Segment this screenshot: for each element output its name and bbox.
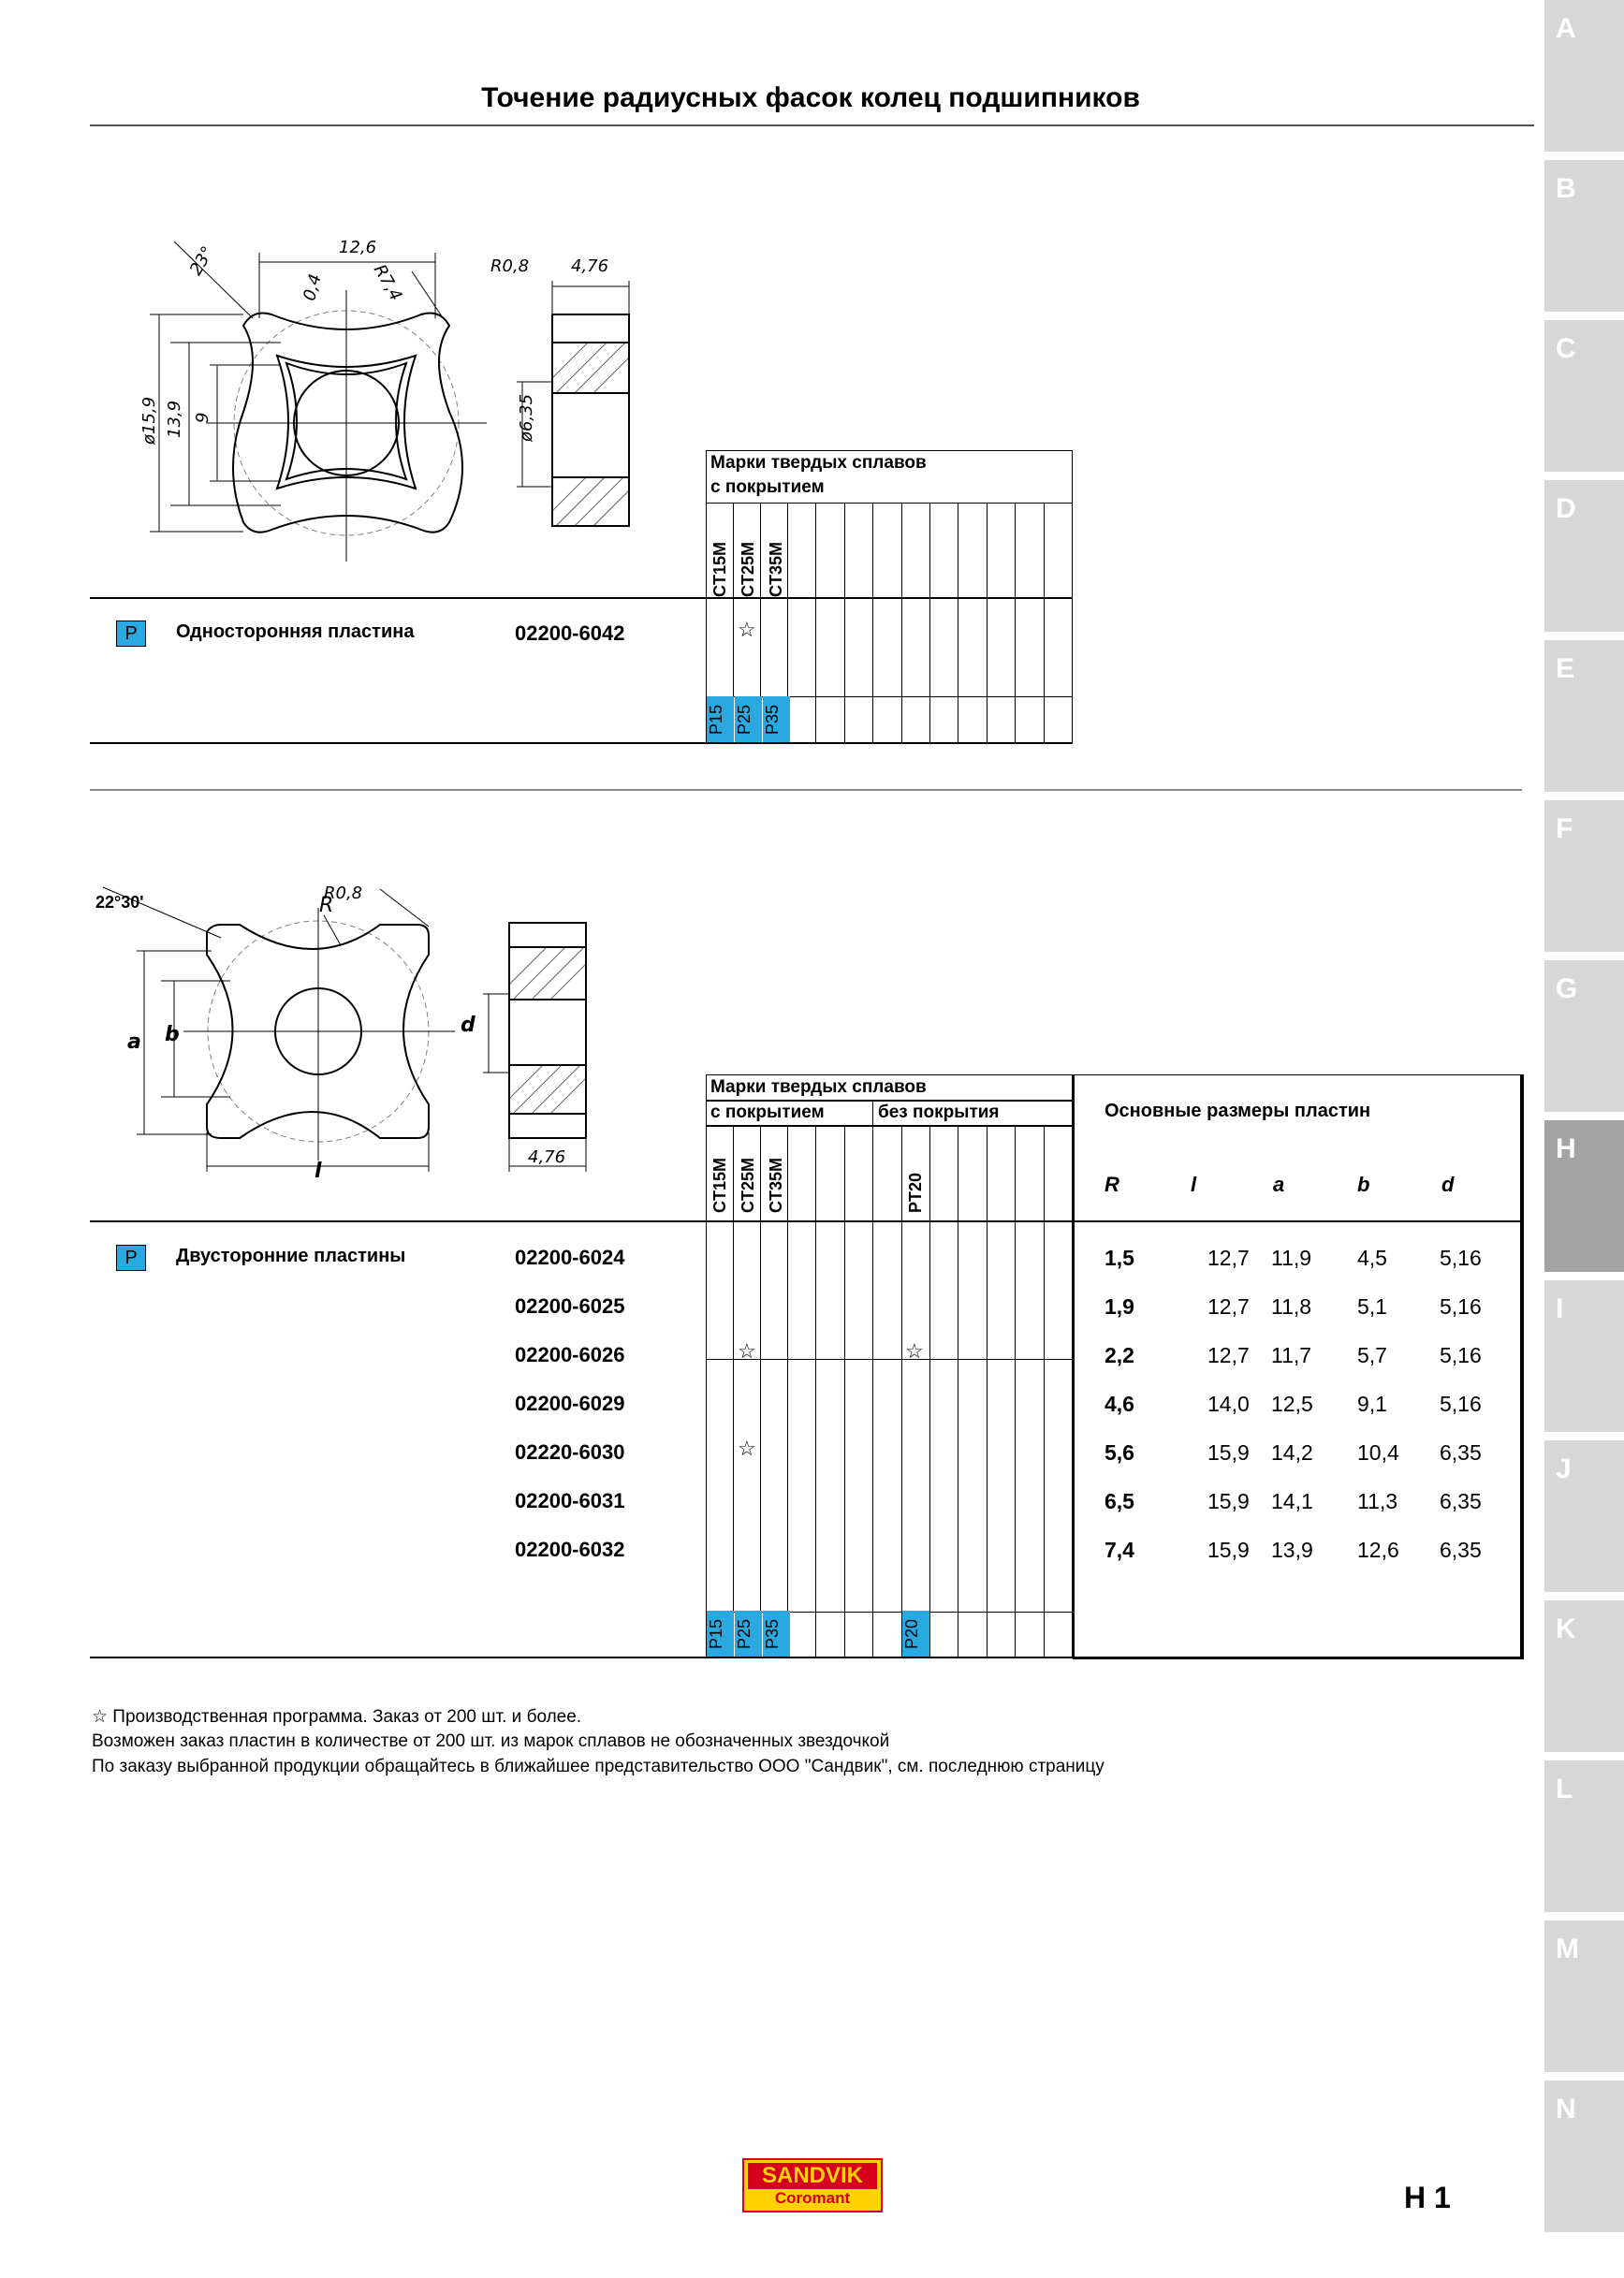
dim-r7-4: R7,4: [369, 261, 406, 305]
t2-cell-a: 14,1: [1271, 1489, 1313, 1513]
t1-iso-p15: P15: [707, 696, 734, 743]
t1-row-code: 02200-6042: [515, 621, 625, 645]
page-title: Точение радиусных фасок колец подшипников: [481, 82, 1140, 113]
dim-col-a: a: [1273, 1173, 1285, 1196]
t2-header-coated: с покрытием: [710, 1102, 825, 1122]
side-tab-label: A: [1556, 13, 1576, 44]
side-tab-k[interactable]: [1544, 1600, 1624, 1752]
t2-cell-a: 11,9: [1271, 1246, 1312, 1270]
t1-grade-ct25m: CT25M: [739, 541, 757, 597]
t2-grade-ct35m: CT35M: [767, 1157, 785, 1213]
side-tab-j[interactable]: [1544, 1440, 1624, 1592]
dim-angle-22-30: 22°30': [95, 893, 144, 912]
dim-r0-8: R0,8: [490, 256, 530, 276]
dim-col-d: d: [1441, 1173, 1455, 1196]
t2-cell-d: 5,16: [1440, 1343, 1482, 1367]
dim-4-76: 4,76: [571, 256, 609, 276]
t2-cell-l: 12,7: [1207, 1246, 1250, 1270]
t1-row-rule-top: [90, 597, 1073, 599]
side-tab-label: H: [1556, 1133, 1576, 1164]
side-tab-label: K: [1556, 1614, 1576, 1644]
side-tab-h[interactable]: [1544, 1120, 1624, 1272]
t2-cell-d: 5,16: [1440, 1392, 1482, 1416]
dim-b: b: [165, 1023, 180, 1046]
t2-cell-l: 15,9: [1207, 1538, 1250, 1562]
side-tab-label: E: [1556, 653, 1575, 684]
dim-width-12-6: 12,6: [339, 238, 377, 257]
t2-row-code: 02200-6024: [515, 1246, 625, 1269]
t2-iso-p35: P35: [763, 1611, 790, 1657]
t2-cell-l: 15,9: [1207, 1489, 1250, 1513]
dim-col-b: b: [1357, 1173, 1370, 1196]
side-tab-label: G: [1556, 973, 1578, 1004]
t2-cell-r: 2,2: [1105, 1343, 1134, 1367]
t2-row-rule-bottom: [90, 1657, 1522, 1658]
t2-cell-b: 10,4: [1357, 1440, 1399, 1465]
t2-row-rule-top: [90, 1220, 1522, 1222]
t2-star-ct25m: ☆: [738, 1339, 756, 1363]
t2-cell-a: 12,5: [1271, 1392, 1313, 1416]
side-tab-i[interactable]: [1544, 1280, 1624, 1432]
dim-4-76-b: 4,76: [528, 1147, 566, 1167]
t2-cell-l: 12,7: [1207, 1343, 1250, 1367]
title-rule: [90, 124, 1534, 126]
side-tab-g[interactable]: [1544, 960, 1624, 1112]
insert-drawing-single: [112, 225, 674, 580]
iso-p-badge-2: P: [116, 1245, 146, 1271]
dim-l: l: [315, 1160, 322, 1179]
t1-header-coated: с покрытием: [710, 477, 825, 497]
t2-row-code: 02200-6032: [515, 1538, 625, 1561]
t2-cell-a: 13,9: [1271, 1538, 1313, 1562]
dim-col-r: R: [1105, 1173, 1119, 1196]
t1-header-grades: Марки твердых сплавов: [710, 453, 927, 473]
page-number: H 1: [1404, 2181, 1451, 2214]
t2-row-code: 02200-6031: [515, 1489, 625, 1512]
side-tab-f[interactable]: [1544, 800, 1624, 952]
t2-grade-ct25m: CT25M: [739, 1157, 757, 1213]
t2-iso-p15: P15: [707, 1611, 734, 1657]
logo-line1: SANDVIK: [748, 2163, 877, 2189]
t2-header-uncoated: без покрытия: [878, 1102, 1000, 1122]
t2-cell-b: 5,7: [1357, 1343, 1387, 1367]
t1-iso-p35: P35: [763, 696, 790, 743]
t2-cell-d: 6,35: [1440, 1489, 1482, 1513]
side-tab-m[interactable]: [1544, 1920, 1624, 2072]
dims-header: Основные размеры пластин: [1105, 1101, 1371, 1121]
dim-13-9: 13,9: [165, 400, 184, 438]
side-tab-label: J: [1556, 1453, 1572, 1484]
t2-cell-l: 12,7: [1207, 1294, 1250, 1319]
dim-d: d: [461, 1014, 475, 1037]
side-tab-d[interactable]: [1544, 480, 1624, 632]
side-tab-label: C: [1556, 333, 1576, 364]
t2-cell-r: 1,5: [1105, 1246, 1134, 1270]
side-tab-label: D: [1556, 493, 1576, 524]
side-tab-a[interactable]: [1544, 0, 1624, 152]
insert-drawing-double: [90, 870, 614, 1179]
t2-iso-p20: P20: [902, 1611, 929, 1657]
dim-col-l: l: [1191, 1173, 1197, 1196]
t2-cell-b: 11,3: [1357, 1489, 1398, 1513]
dim-r0-8-b: R0,8: [324, 883, 363, 903]
dim-0-4: 0,4: [300, 271, 326, 303]
t2-row-code: 02220-6030: [515, 1440, 625, 1464]
t2-star-pt20: ☆: [905, 1339, 924, 1363]
t2-star-ct25m: ☆: [738, 1437, 756, 1460]
iso-p-badge: P: [116, 621, 146, 647]
t1-star-ct25m: ☆: [738, 618, 756, 641]
side-tab-l[interactable]: [1544, 1760, 1624, 1912]
note-order: Возможен заказ пластин в количестве от 200 шт. из марок сплавов не обозначенных звездочкой: [92, 1731, 890, 1751]
t2-cell-d: 5,16: [1440, 1294, 1482, 1319]
t2-cell-d: 6,35: [1440, 1538, 1482, 1562]
dim-d15-9: ø15,9: [139, 396, 159, 445]
t1-grade-ct35m: CT35M: [767, 541, 785, 597]
t2-row-code: 02200-6029: [515, 1392, 625, 1415]
t2-cell-b: 4,5: [1357, 1246, 1387, 1270]
t2-cell-b: 5,1: [1357, 1294, 1387, 1319]
t2-row-code: 02200-6025: [515, 1294, 625, 1318]
t1-row-label: Односторонняя пластина: [176, 621, 415, 642]
side-tab-label: I: [1556, 1293, 1564, 1324]
note-production: ☆ Производственная программа. Заказ от 200 шт. и более.: [92, 1707, 582, 1727]
dim-r: R: [319, 894, 334, 917]
side-tab-label: F: [1556, 813, 1573, 844]
dim-angle-23: 23°: [185, 242, 218, 279]
t2-cell-b: 9,1: [1357, 1392, 1387, 1416]
section-separator: [90, 789, 1522, 791]
t2-cell-d: 6,35: [1440, 1440, 1482, 1465]
t2-cell-r: 7,4: [1105, 1538, 1134, 1562]
t2-cell-l: 15,9: [1207, 1440, 1250, 1465]
note-contact: По заказу выбранной продукции обращайтесь в ближайшее представительство ООО "Сандвик", см. последнюю страницу: [92, 1757, 1105, 1776]
t2-cell-l: 14,0: [1207, 1392, 1250, 1416]
t2-cell-b: 12,6: [1357, 1538, 1399, 1562]
t2-iso-p25: P25: [735, 1611, 762, 1657]
side-tab-label: L: [1556, 1774, 1573, 1804]
t2-cell-r: 4,6: [1105, 1392, 1134, 1416]
t2-grade-pt20: PT20: [906, 1172, 925, 1213]
side-tab-e[interactable]: [1544, 640, 1624, 792]
side-tab-n[interactable]: [1544, 2081, 1624, 2232]
dim-a: a: [127, 1030, 141, 1054]
t2-cell-d: 5,16: [1440, 1246, 1482, 1270]
side-tab-c[interactable]: [1544, 320, 1624, 472]
t2-cell-a: 14,2: [1271, 1440, 1313, 1465]
t2-cell-r: 1,9: [1105, 1294, 1134, 1319]
side-tab-label: B: [1556, 173, 1576, 204]
t1-grade-ct15m: CT15M: [710, 541, 729, 597]
t2-cell-r: 6,5: [1105, 1489, 1134, 1513]
side-tab-b[interactable]: [1544, 160, 1624, 312]
sandvik-logo: [742, 2158, 883, 2212]
logo-line2: Coromant: [774, 2189, 851, 2207]
dim-d6-35: ø6,35: [517, 393, 536, 442]
t2-grade-ct15m: CT15M: [710, 1157, 729, 1213]
t2-cell-r: 5,6: [1105, 1440, 1134, 1465]
side-tab-label: M: [1556, 1934, 1579, 1964]
t1-row-rule-bottom: [90, 742, 1073, 744]
t2-cell-a: 11,8: [1271, 1294, 1312, 1319]
t2-cell-a: 11,7: [1271, 1343, 1312, 1367]
side-tab-label: N: [1556, 2094, 1576, 2125]
t2-row-code: 02200-6026: [515, 1343, 625, 1366]
t2-row-label: Двусторонние пластины: [176, 1246, 406, 1266]
dim-9: 9: [193, 412, 212, 423]
t1-iso-p25: P25: [735, 696, 762, 743]
t2-header-grades: Марки твердых сплавов: [710, 1077, 927, 1097]
grades-table-double: [706, 1074, 1073, 1658]
